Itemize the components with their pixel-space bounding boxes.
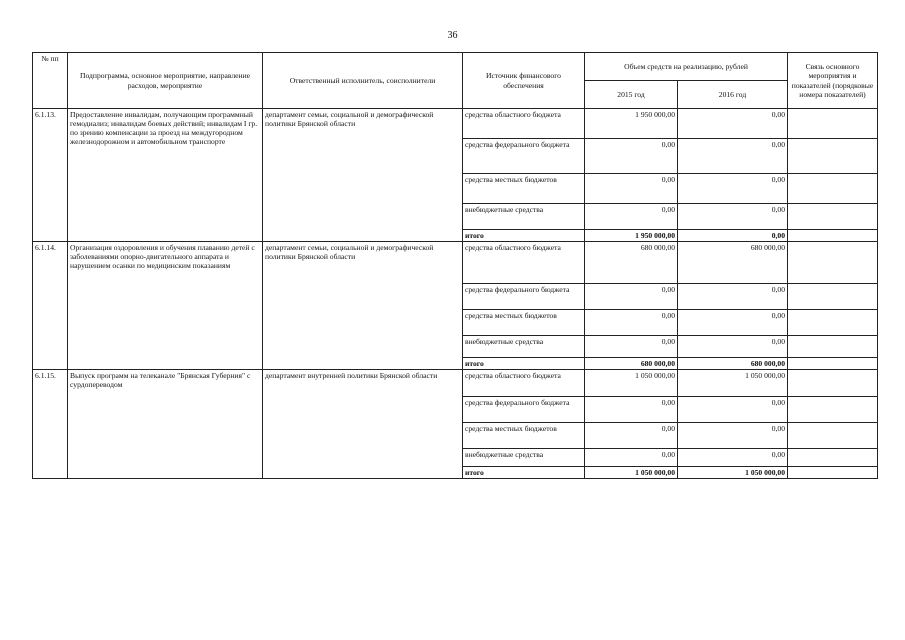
value-2016-cell: 0,00 <box>678 284 788 310</box>
source-cell: средства федерального бюджета <box>463 139 585 174</box>
value-2016-cell: 0,00 <box>678 423 788 449</box>
item-number: 6.1.13. <box>33 109 68 242</box>
value-2015-cell: 1 050 000,00 <box>585 467 678 479</box>
source-cell: итого <box>463 230 585 242</box>
link-cell <box>788 109 878 139</box>
value-2015-cell: 0,00 <box>585 449 678 467</box>
item-executor: департамент семьи, социальной и демографической политики Брянской области <box>263 109 463 242</box>
value-2015-cell: 0,00 <box>585 423 678 449</box>
link-cell <box>788 139 878 174</box>
value-2016-cell: 0,00 <box>678 204 788 230</box>
item-number: 6.1.14. <box>33 242 68 370</box>
header-source: Источник финансового обеспечения <box>463 53 585 109</box>
source-cell: средства местных бюджетов <box>463 310 585 336</box>
item-number: 6.1.15. <box>33 370 68 479</box>
source-cell: средства областного бюджета <box>463 370 585 397</box>
link-cell <box>788 242 878 284</box>
value-2016-cell: 0,00 <box>678 336 788 358</box>
value-2015-cell: 1 950 000,00 <box>585 230 678 242</box>
link-cell <box>788 204 878 230</box>
value-2016-cell: 0,00 <box>678 310 788 336</box>
link-cell <box>788 310 878 336</box>
funding-table <box>32 52 878 479</box>
source-cell: итого <box>463 358 585 370</box>
table-row <box>33 370 878 397</box>
header-link: Связь основного мероприятия и показателей (порядковые номера показателей) <box>788 53 878 109</box>
table-row <box>33 109 878 139</box>
source-cell: средства федерального бюджета <box>463 284 585 310</box>
value-2015-cell: 1 050 000,00 <box>585 370 678 397</box>
value-2016-cell: 680 000,00 <box>678 242 788 284</box>
link-cell <box>788 358 878 370</box>
source-cell: средства областного бюджета <box>463 242 585 284</box>
page-number: 36 <box>447 30 458 41</box>
link-cell <box>788 230 878 242</box>
value-2015-cell: 0,00 <box>585 174 678 204</box>
header-2015: 2015 год <box>585 81 678 109</box>
source-cell: средства федерального бюджета <box>463 397 585 423</box>
header-2016: 2016 год <box>678 81 788 109</box>
value-2015-cell: 680 000,00 <box>585 242 678 284</box>
source-cell: средства областного бюджета <box>463 109 585 139</box>
source-cell: внебюджетные средства <box>463 336 585 358</box>
value-2015-cell: 0,00 <box>585 139 678 174</box>
item-name: Выпуск программ на телеканале "Брянская Губерния" с сурдопереводом <box>68 370 263 479</box>
link-cell <box>788 467 878 479</box>
value-2015-cell: 0,00 <box>585 310 678 336</box>
link-cell <box>788 423 878 449</box>
value-2015-cell: 0,00 <box>585 284 678 310</box>
header-name: Подпрограмма, основное мероприятие, направление расходов, мероприятие <box>68 53 263 109</box>
source-cell: внебюджетные средства <box>463 449 585 467</box>
item-executor: департамент семьи, социальной и демографической политики Брянской области <box>263 242 463 370</box>
source-cell: средства местных бюджетов <box>463 423 585 449</box>
value-2015-cell: 680 000,00 <box>585 358 678 370</box>
value-2016-cell: 1 050 000,00 <box>678 370 788 397</box>
item-name: Предоставление инвалидам, получающим программный гемодиализ; инвалидам боевых действий; инвалидам I гр. по зрению компенсации за проезд на междугородном железнодорожном и автомобильном транспорте <box>68 109 263 242</box>
header-volume: Объем средств на реализацию, рублей <box>585 53 788 81</box>
value-2016-cell: 0,00 <box>678 230 788 242</box>
value-2016-cell: 0,00 <box>678 109 788 139</box>
link-cell <box>788 174 878 204</box>
value-2016-cell: 1 050 000,00 <box>678 467 788 479</box>
source-cell: итого <box>463 467 585 479</box>
value-2016-cell: 0,00 <box>678 397 788 423</box>
table-row <box>33 242 878 284</box>
value-2015-cell: 0,00 <box>585 336 678 358</box>
value-2016-cell: 0,00 <box>678 174 788 204</box>
link-cell <box>788 370 878 397</box>
value-2015-cell: 1 950 000,00 <box>585 109 678 139</box>
link-cell <box>788 449 878 467</box>
value-2016-cell: 0,00 <box>678 139 788 174</box>
value-2015-cell: 0,00 <box>585 397 678 423</box>
value-2015-cell: 0,00 <box>585 204 678 230</box>
item-name: Организация оздоровления и обучения плаванию детей с заболеваниями опорно-двигательного аппарата и нарушением осанки по медицинским показаниям <box>68 242 263 370</box>
header-no: № пп <box>33 53 68 109</box>
item-executor: департамент внутренней политики Брянской области <box>263 370 463 479</box>
link-cell <box>788 397 878 423</box>
source-cell: внебюджетные средства <box>463 204 585 230</box>
header-executor: Ответственный исполнитель, соисполнители <box>263 53 463 109</box>
link-cell <box>788 284 878 310</box>
value-2016-cell: 0,00 <box>678 449 788 467</box>
source-cell: средства местных бюджетов <box>463 174 585 204</box>
value-2016-cell: 680 000,00 <box>678 358 788 370</box>
link-cell <box>788 336 878 358</box>
